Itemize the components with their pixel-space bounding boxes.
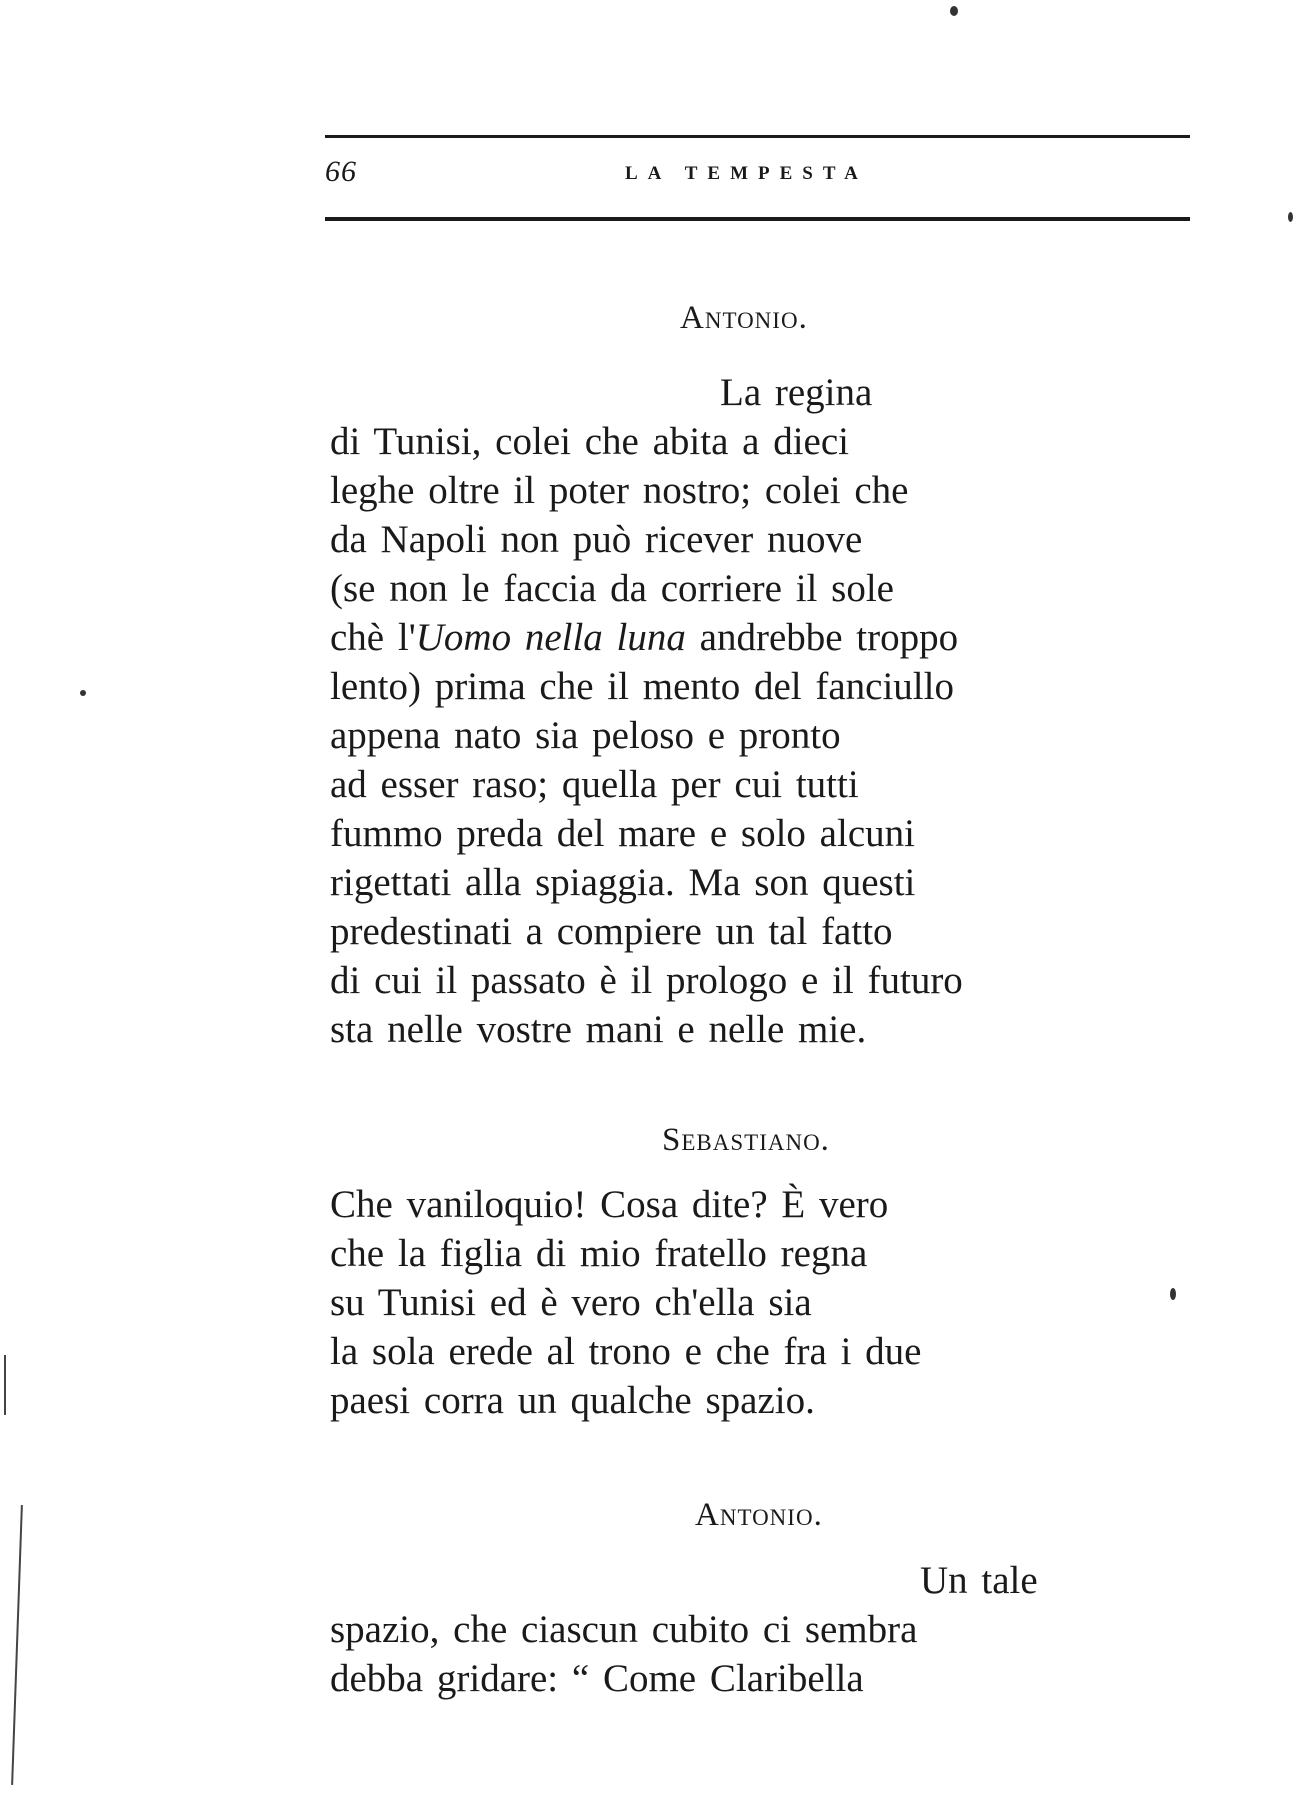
verse-line: di cui il passato è il prologo e il futuro: [330, 959, 963, 1002]
header-rule-bottom: [325, 217, 1190, 221]
running-header: [325, 155, 1190, 195]
verse-line: su Tunisi ed è vero ch'ella sia: [330, 1281, 812, 1324]
verse-block: [330, 368, 1210, 1054]
page-number: 66: [325, 155, 357, 188]
verse-line: la sola erede al trono e che fra i due: [330, 1330, 922, 1373]
verse-line: che la figlia di mio fratello regna: [330, 1232, 868, 1275]
italic-title-phrase: Uomo nella luna: [415, 616, 686, 659]
verse-line: Che vaniloquio! Cosa dite? È vero: [330, 1183, 889, 1226]
verse-line: da Napoli non può ricever nuove: [330, 518, 863, 561]
running-title: LA TEMPESTA: [625, 163, 868, 184]
verse-line: paesi corra un qualche spazio.: [330, 1379, 815, 1422]
verse-line: Un tale: [920, 1559, 1038, 1602]
verse-line: (se non le faccia da corriere il sole: [330, 567, 894, 610]
verse-line: fummo preda del mare e solo alcuni: [330, 812, 915, 855]
speaker-name: Antonio.: [695, 1497, 823, 1533]
verse-block: [330, 1180, 1210, 1425]
verse-line: sta nelle vostre mani e nelle mie.: [330, 1008, 867, 1051]
verse-line: debba gridare: “ Come Claribella: [330, 1657, 864, 1700]
scan-speck: [1288, 212, 1293, 222]
verse-line: spazio, che ciascun cubito ci sembra: [330, 1608, 918, 1651]
verse-line: leghe oltre il poter nostro; colei che: [330, 469, 909, 512]
header-rule-top: [325, 135, 1190, 138]
verse-line: rigettati alla spiaggia. Ma son questi: [330, 861, 916, 904]
verse-line: lento) prima che il mento del fanciullo: [330, 665, 954, 708]
verse-line: chè l'Uomo nella luna andrebbe troppo: [330, 616, 959, 659]
verse-line: La regina: [720, 371, 873, 414]
verse-line: di Tunisi, colei che abita a dieci: [330, 420, 849, 463]
speaker-name: Sebastiano.: [662, 1122, 830, 1158]
verse-line: appena nato sia peloso e pronto: [330, 714, 841, 757]
scan-speck: [80, 690, 86, 696]
verse-block: [330, 1556, 1210, 1703]
page-edge-mark: [11, 1505, 23, 1785]
speaker-name: Antonio.: [680, 300, 808, 336]
scan-speck: [950, 6, 958, 16]
verse-line: predestinati a compiere un tal fatto: [330, 910, 893, 953]
page-edge-mark: [4, 1355, 6, 1415]
verse-line: ad esser raso; quella per cui tutti: [330, 763, 859, 806]
scan-speck: [1170, 1288, 1176, 1300]
